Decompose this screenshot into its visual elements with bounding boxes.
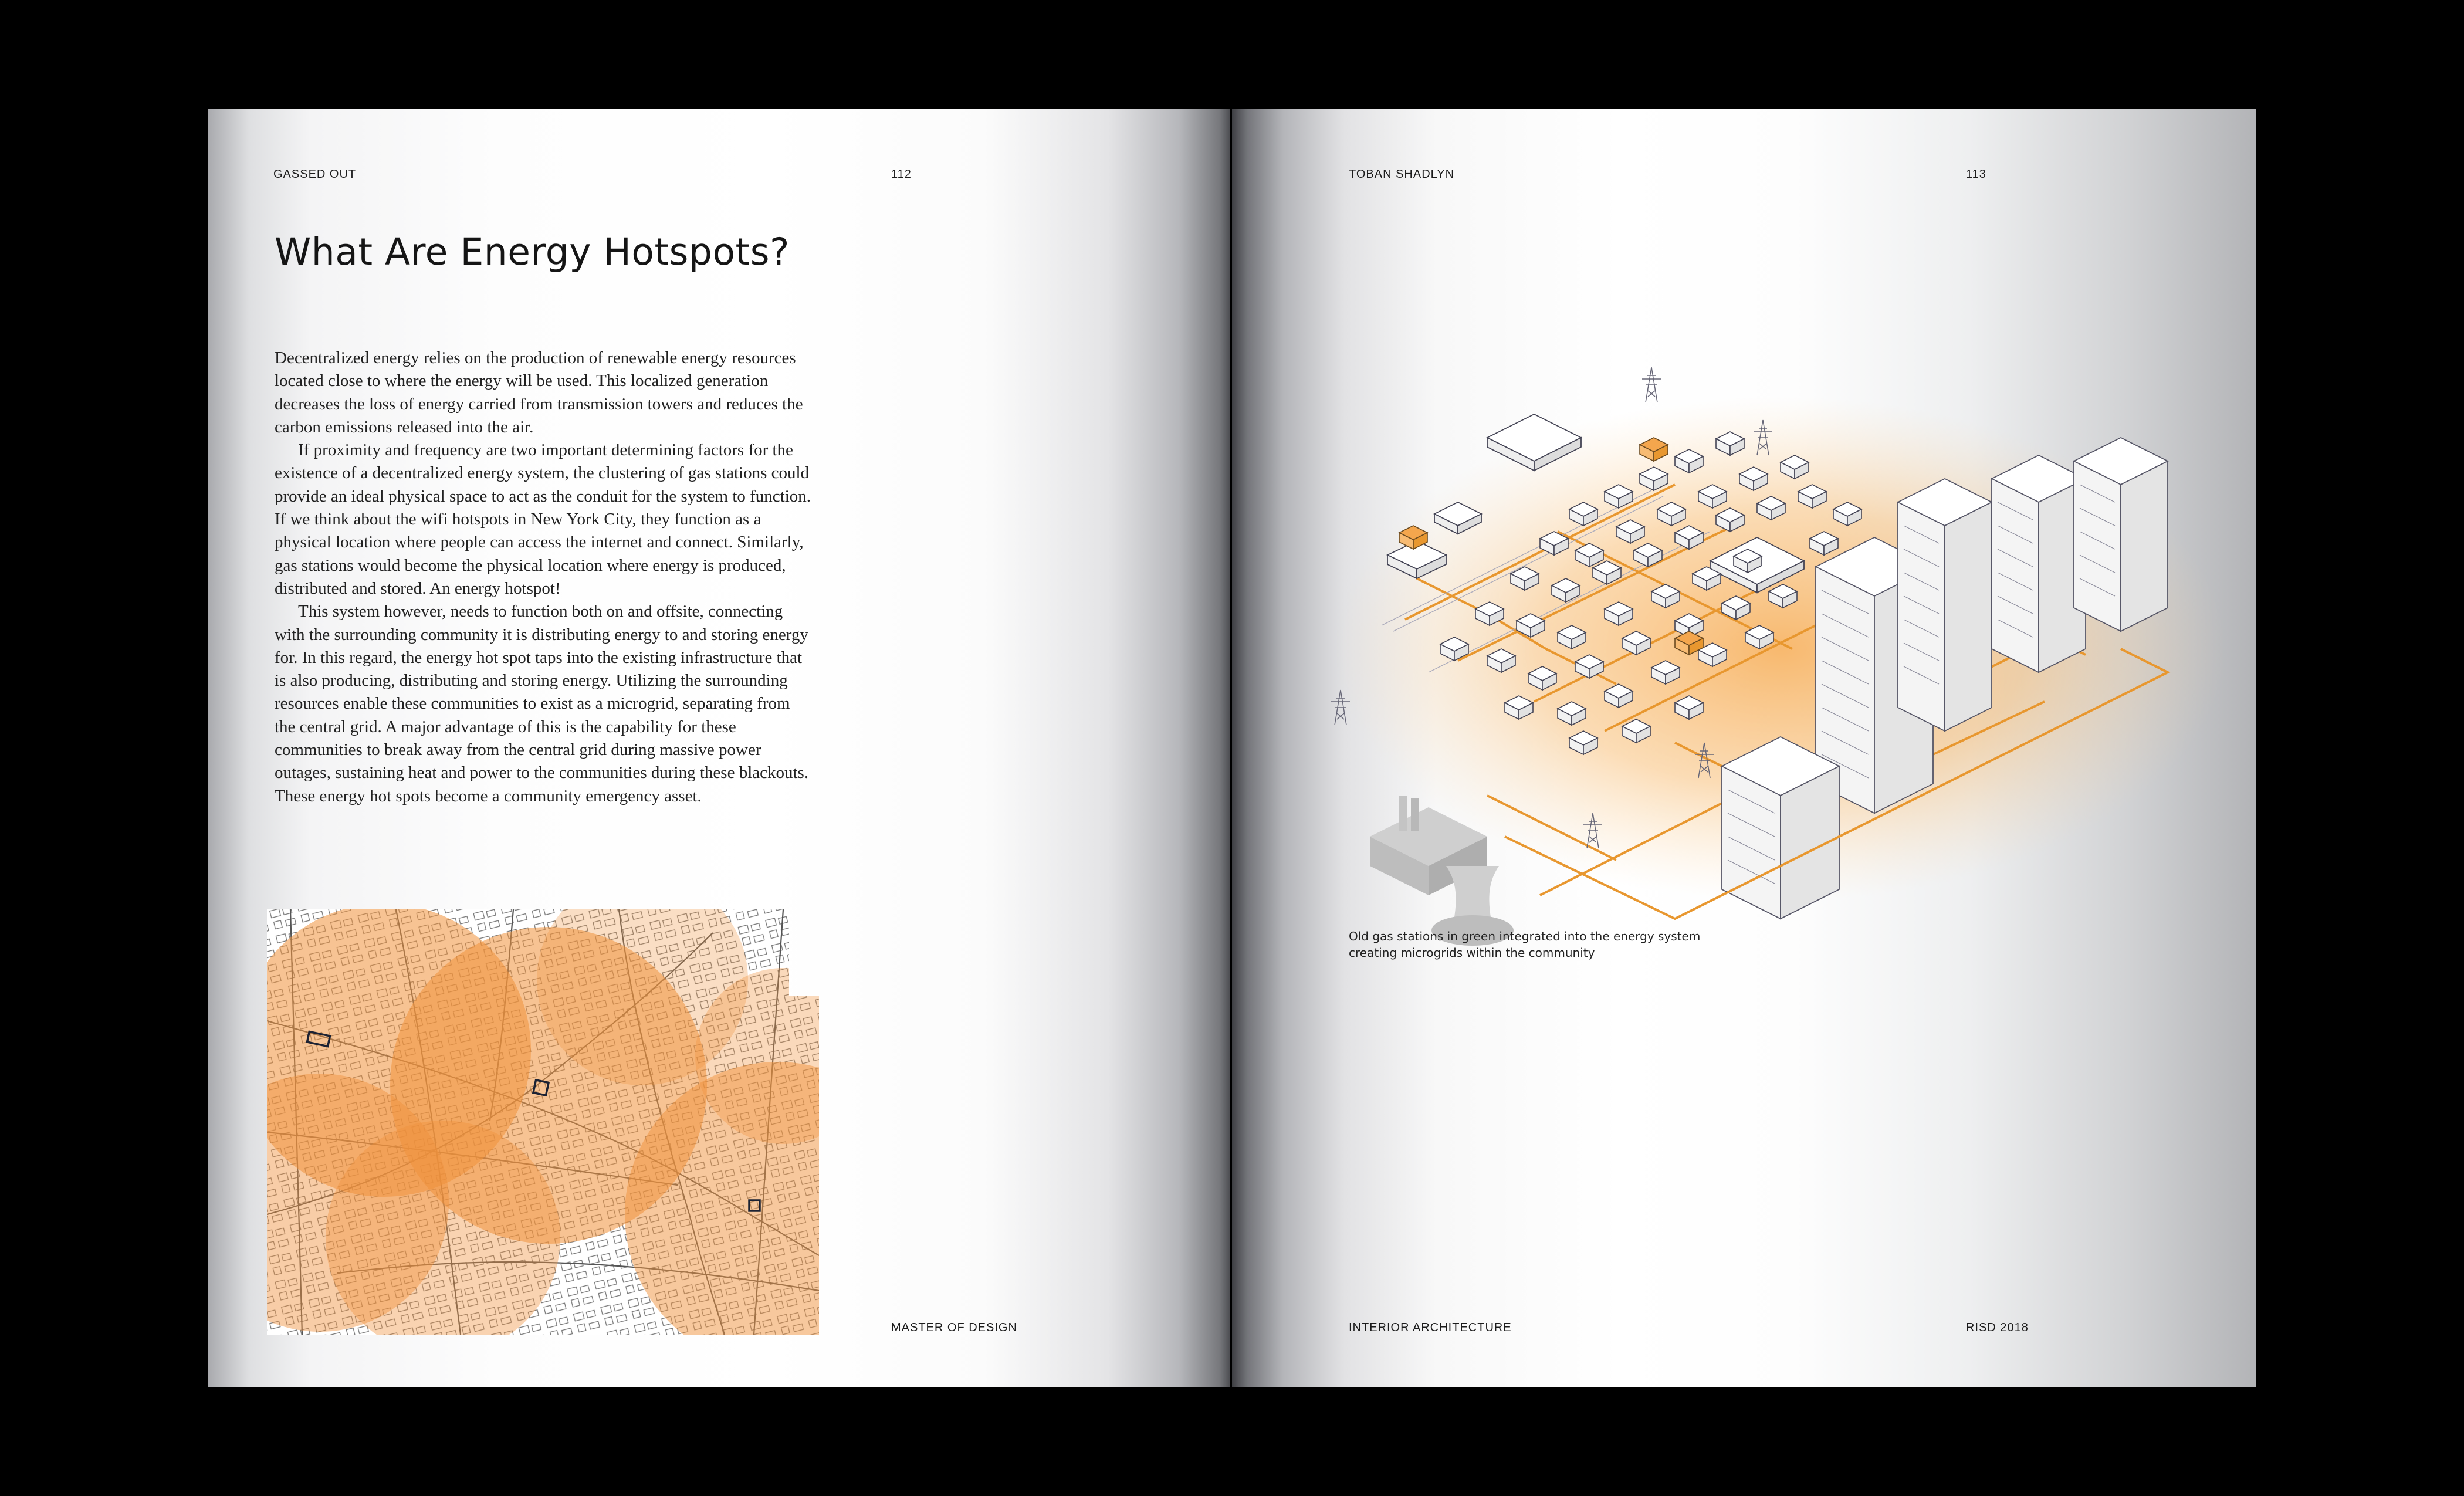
footer-right-page-left: INTERIOR ARCHITECTURE bbox=[1349, 1321, 1512, 1334]
right-page bbox=[1232, 109, 2256, 1387]
paragraph-1: Decentralized energy relies on the production of renewable energy resources located close to where the energy will be used. This localized generation decreases the loss of energy carried from transmission towers and reduces the carbon emissions released into the air. bbox=[275, 348, 803, 436]
page-number-right: 113 bbox=[1966, 168, 1986, 181]
page-number-left: 112 bbox=[891, 168, 912, 181]
hotspot-map bbox=[267, 909, 819, 1335]
figure-caption: Old gas stations in green integrated into the energy system creating microgrids within the community bbox=[1349, 929, 1701, 960]
footer-left-page: MASTER OF DESIGN bbox=[891, 1321, 1017, 1334]
paragraph-2: If proximity and frequency are two important determining factors for the existence of a decentralized energy system, the clustering of gas stations could provide an ideal physical space to act as the conduit for the system to function. If we think about the wifi hotspots in New York City, they function as a physical location where people can access the internet and connect. Similarly, gas stations would become the physical location where energy is produced, distributed and stored. An energy hotspot! bbox=[275, 441, 811, 598]
microgrid-illustration bbox=[1311, 356, 2244, 989]
body-text bbox=[275, 347, 814, 808]
running-head-right: TOBAN SHADLYN bbox=[1349, 168, 1455, 181]
paragraph-3: This system however, needs to function both on and offsite, connecting with the surrounding community it is distributing energy to and storing energy for. In this regard, the energy hot spot taps into the existing infrastructure that is also producing, distributing and storing energy. Utilizing the surrounding resources enable these communities to exist as a microgrid, separating from the central grid. A major advantage of this is the capability for these communities to break away from the central grid during massive power outages, sustaining heat and power to the communities during these blackouts. These energy hot spots become a community emergency asset. bbox=[275, 602, 809, 805]
footer-right-page-right: RISD 2018 bbox=[1966, 1321, 2029, 1334]
running-head-left: GASSED OUT bbox=[273, 168, 357, 181]
page-title: What Are Energy Hotspots? bbox=[275, 231, 790, 273]
left-page bbox=[208, 109, 1230, 1387]
